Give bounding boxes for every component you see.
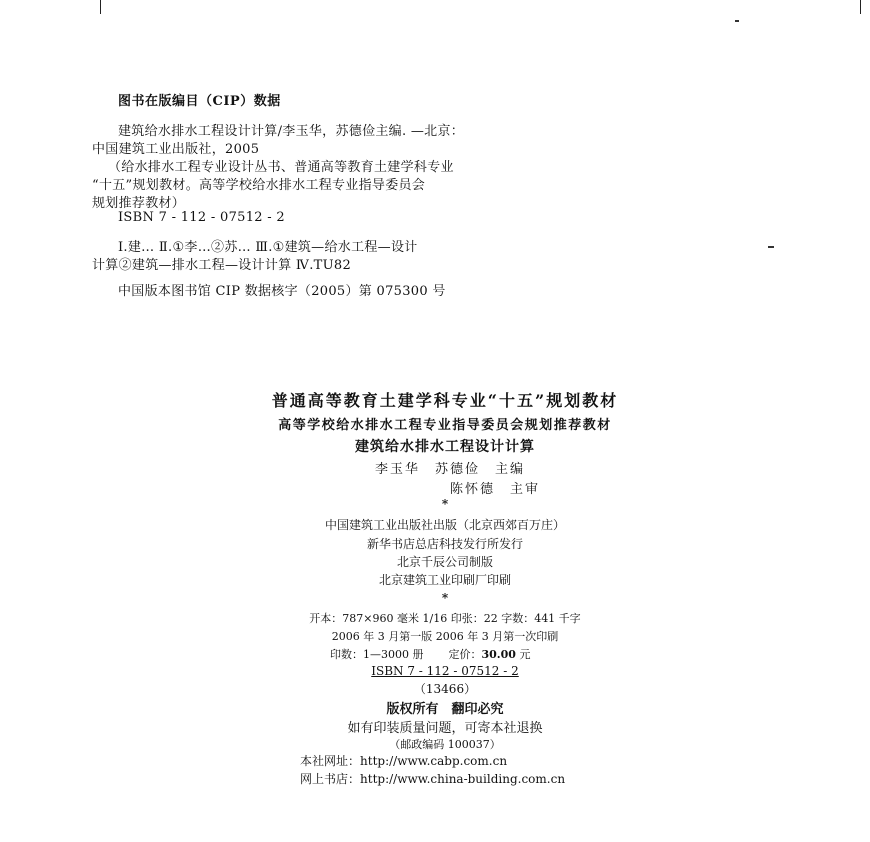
series-title: 普通高等教育土建学科专业“十五”规划教材 — [271, 391, 619, 410]
bookstore-url[interactable]: http://www.china-building.com.cn — [360, 772, 566, 786]
colophon-isbn: ISBN 7 - 112 - 07512 - 2 — [371, 664, 519, 678]
print-run-line — [330, 646, 570, 662]
edition-line: 2006 年 3 月第一版 2006 年 3 月第一次印刷 — [331, 630, 559, 643]
price-label: 定价： — [448, 648, 482, 661]
distributor-line: 新华书店总店科技发行所发行 — [366, 537, 523, 551]
cip-heading: 图书在版编目（CIP）数据 — [118, 94, 281, 109]
cip-classification-line-1: Ⅰ.建… Ⅱ.①李…②苏… Ⅲ.①建筑—给水工程—设计 — [118, 240, 418, 255]
chief-reviewer: 陈怀德 主审 — [449, 482, 540, 497]
bookstore-label: 网上书店： — [300, 772, 361, 786]
website-url[interactable]: http://www.cabp.com.cn — [360, 754, 508, 768]
price-value: 30.00 — [481, 648, 516, 661]
series-subtitle: 高等学校给水排水工程专业指导委员会规划推荐教材 — [278, 418, 612, 433]
cip-series-line-2: “十五”规划教材。高等学校给水排水工程专业指导委员会 — [92, 178, 426, 193]
website-label: 本社网址： — [300, 754, 361, 768]
scan-edge-mark-left — [100, 0, 101, 14]
scan-speck — [768, 246, 774, 248]
copyright-notice: 版权所有 翻印必究 — [386, 702, 504, 717]
postcode: （邮政编码 100037） — [389, 738, 501, 751]
cip-series-line-3: 规划推荐教材） — [92, 196, 186, 211]
chief-editors: 李玉华 苏德俭 主编 — [374, 462, 525, 477]
cip-title-line: 建筑给水排水工程设计计算/李玉华，苏德俭主编. —北京： — [118, 124, 465, 139]
printer-line: 北京建筑工业印刷厂印刷 — [378, 573, 511, 587]
typesetter-line: 北京千辰公司制版 — [396, 555, 493, 569]
book-code: （13466） — [413, 682, 477, 696]
cip-publisher-line: 中国建筑工业出版社，2005 — [92, 142, 260, 157]
publisher-line: 中国建筑工业出版社出版（北京西郊百万庄） — [324, 518, 565, 532]
return-notice: 如有印装质量问题，可寄本社退换 — [347, 721, 543, 736]
print-count: 印数：1—3000 册 — [330, 648, 424, 661]
scan-speck — [735, 20, 739, 22]
cip-series-line-1: （给水排水工程专业设计丛书、普通高等教育土建学科专业 — [108, 160, 454, 175]
website-line — [300, 752, 600, 769]
scan-edge-mark-right — [860, 0, 861, 14]
book-title: 建筑给水排水工程设计计算 — [355, 439, 535, 455]
separator-star-1: * — [441, 497, 449, 511]
format-line: 开本：787×960 毫米 1/16 印张：22 字数：441 千字 — [309, 612, 581, 625]
cip-record-number: 中国版本图书馆 CIP 数据核字（2005）第 075300 号 — [118, 284, 446, 299]
cip-classification-line-2: 计算②建筑—排水工程—设计计算 Ⅳ.TU82 — [92, 258, 352, 273]
price-unit: 元 — [515, 648, 531, 661]
bookstore-line — [300, 770, 640, 787]
cip-isbn: ISBN 7 - 112 - 07512 - 2 — [118, 210, 285, 225]
separator-star-2: * — [441, 591, 449, 605]
